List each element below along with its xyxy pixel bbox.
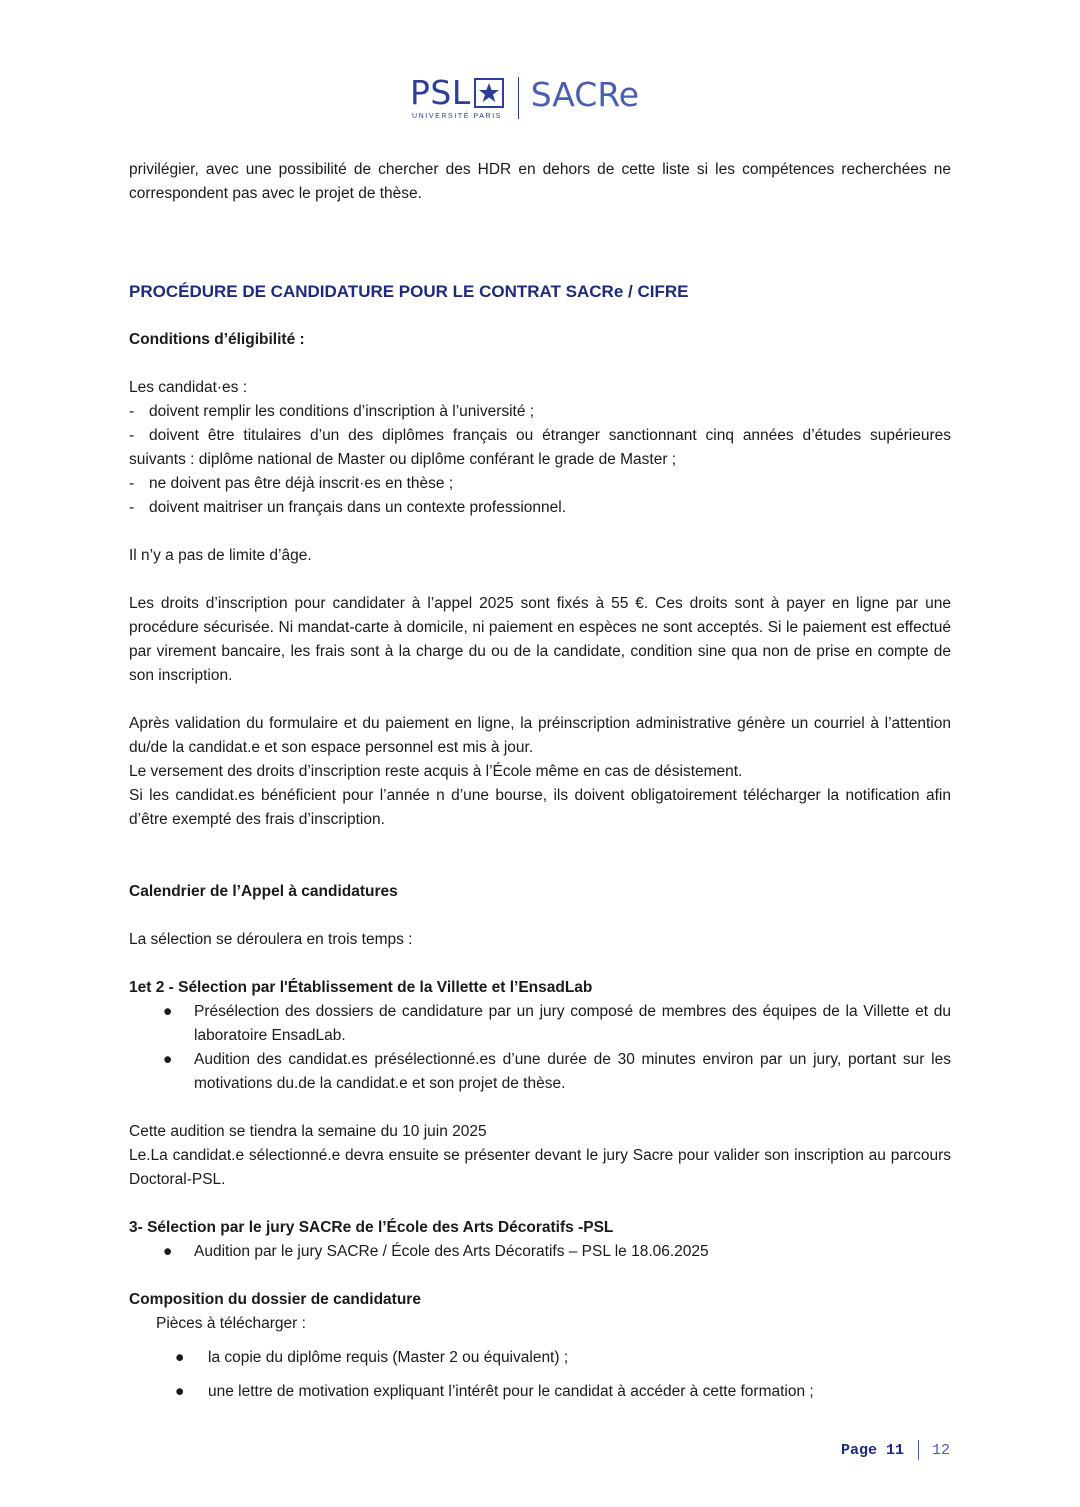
list-item: ● une lettre de motivation expliquant l’intérêt pour le candidat à accéder à cette formation ; — [175, 1383, 814, 1400]
list-item: ● la copie du diplôme requis (Master 2 ou équivalent) ; — [175, 1349, 569, 1366]
psl-logo — [410, 74, 504, 120]
fees-paragraph: Les droits d’inscription pour candidater à l’appel 2025 sont fixés à 55 €. Ces droits sont à payer en ligne par une procédure sécurisée. Ni mandat-carte à domicile, ni paiement en espèces ne sont acceptés. Si le paiement est effectué par virement bancaire, les frais sont à la charge du ou de la candidate, condition sine qua non de prise en compte de son inscription. — [129, 595, 951, 684]
audition-date: Cette audition se tiendra la semaine du 10 juin 2025 — [129, 1123, 487, 1140]
document-body — [129, 158, 951, 1404]
step12-list — [129, 1000, 951, 1096]
scholarship-paragraph: Si les candidat.es bénéficient pour l’année n d’une bourse, ils doivent obligatoirement télécharger la notification afin d’être exempté des frais d’inscription. — [129, 787, 951, 828]
page-number: Page 11 — [840, 1441, 904, 1459]
list-item: - ne doivent pas être déjà inscrit·es en thèse ; — [129, 475, 454, 492]
list-item: - doivent remplir les conditions d’inscription à l’université ; — [129, 403, 535, 420]
psl-logo-text: PSL — [410, 73, 471, 112]
intro-paragraph: privilégier, avec une possibilité de chercher des HDR en dehors de cette liste si les compétences recherchées ne correspondent pas avec le projet de thèse. — [129, 161, 951, 202]
audition-next-step: Le.La candidat.e sélectionné.e devra ensuite se présenter devant le jury Sacre pour valider son inscription au parcours Doctoral-PSL. — [129, 1147, 951, 1188]
psl-sacre-logo — [410, 74, 639, 124]
eligibility-lead: Les candidat·es : — [129, 379, 248, 396]
dossier-heading: Composition du dossier de candidature — [129, 1291, 421, 1308]
psl-logo-subtitle: UNIVERSITÉ PARIS — [412, 113, 503, 120]
star-icon — [474, 78, 504, 108]
list-item: ● Audition par le jury SACRe / École des Arts Décoratifs – PSL le 18.06.2025 — [163, 1243, 709, 1260]
dossier-list — [129, 1346, 951, 1404]
section-title: PROCÉDURE DE CANDIDATURE POUR LE CONTRAT SACRe / CIFRE — [129, 282, 689, 301]
step12-title: 1et 2 - Sélection par l'Établissement de la Villette et l’EnsadLab — [129, 979, 593, 996]
eligibility-heading: Conditions d’éligibilité : — [129, 331, 305, 348]
sacre-logo-text: SACRe — [530, 75, 640, 114]
footer-divider — [918, 1440, 919, 1460]
calendar-heading: Calendrier de l’Appel à candidatures — [129, 883, 398, 900]
list-item: ● Audition des candidat.es présélectionné.es d’une durée de 30 minutes environ par un jury, portant sur les motivations du.de la candidat.e et son projet de thèse. — [163, 1051, 951, 1092]
list-item: ● Présélection des dossiers de candidature par un jury composé de membres des équipes de la Villette et du laboratoire EnsadLab. — [163, 1003, 951, 1044]
list-item: - doivent maitriser un français dans un contexte professionnel. — [129, 499, 567, 516]
withdrawal-paragraph: Le versement des droits d’inscription reste acquis à l’École même en cas de désistement. — [129, 763, 743, 780]
step3-list — [129, 1240, 951, 1264]
page-footer — [841, 1440, 950, 1460]
age-paragraph: Il n’y a pas de limite d’âge. — [129, 547, 312, 564]
logo-divider — [518, 77, 519, 119]
list-item: - doivent être titulaires d’un des diplômes français ou étranger sanctionnant cinq années d’études supérieures suivants : diplôme national de Master ou diplôme conférant le grade de Master ; — [129, 427, 951, 468]
dossier-lead: Pièces à télécharger : — [156, 1315, 306, 1332]
step3-title: 3- Sélection par le jury SACRe de l’École des Arts Décoratifs -PSL — [129, 1219, 614, 1236]
validation-paragraph: Après validation du formulaire et du paiement en ligne, la préinscription administrative génère un courriel à l’attention du/de la candidat.e et son espace personnel est mis à jour. — [129, 715, 951, 756]
page-total: 12 — [931, 1441, 950, 1459]
calendar-lead: La sélection se déroulera en trois temps : — [129, 931, 413, 948]
